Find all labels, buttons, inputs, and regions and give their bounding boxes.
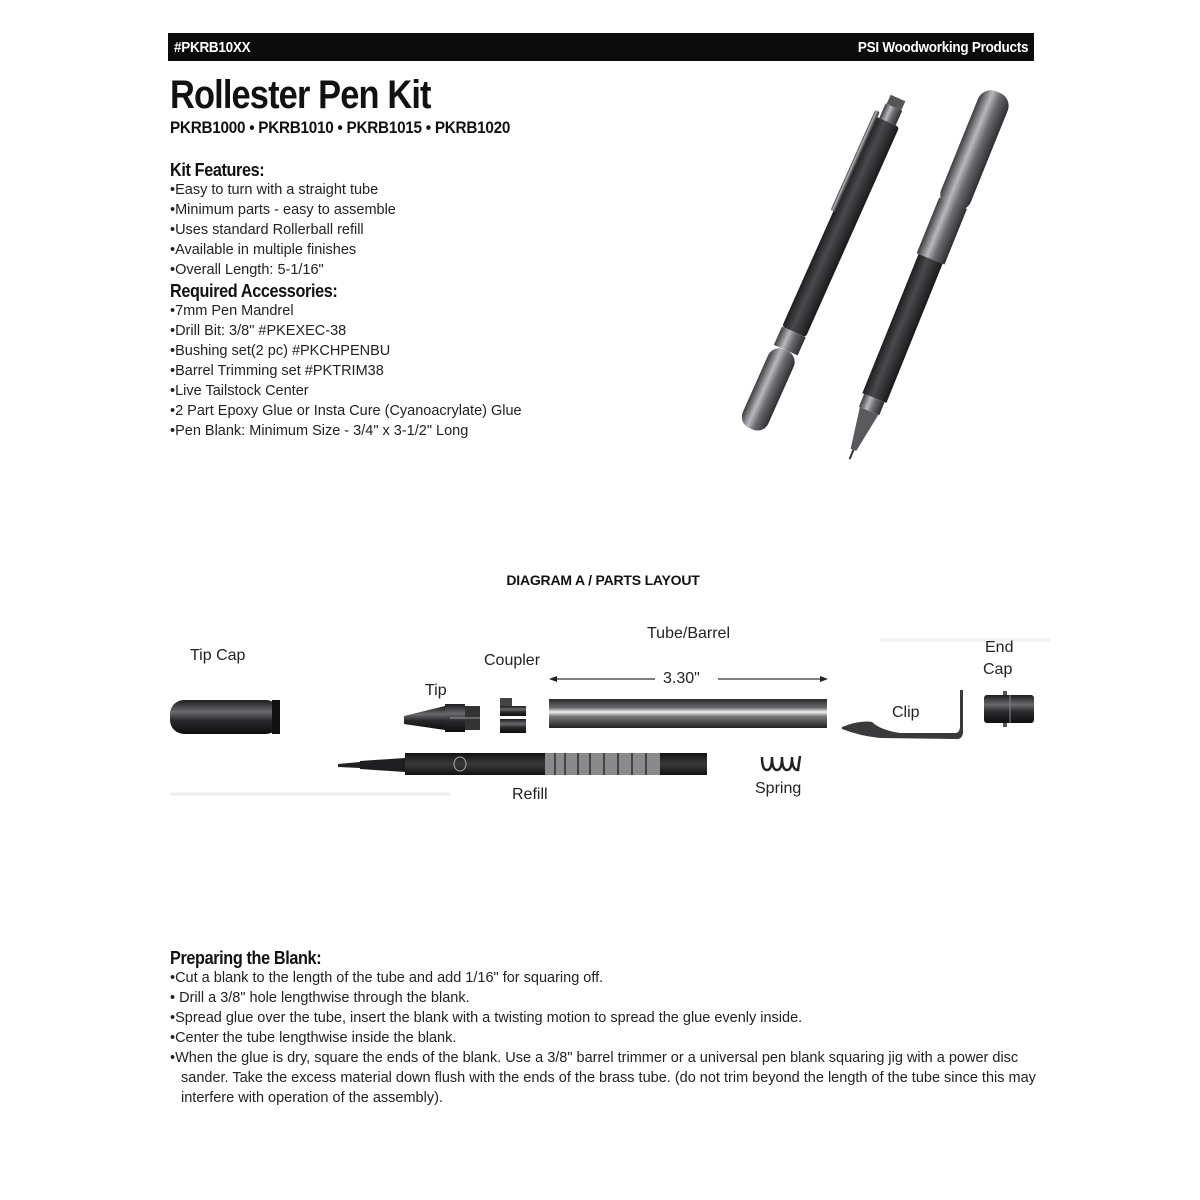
preparing-blank-list <box>170 968 1040 1108</box>
list-item: • Easy to turn with a straight tube <box>170 180 396 200</box>
brand-name: PSI Woodworking Products <box>857 38 1028 56</box>
label-spring: Spring <box>755 780 802 797</box>
required-accessories-list <box>170 301 522 441</box>
spring-part <box>762 756 800 770</box>
diagram-title: DIAGRAM A / PARTS LAYOUT <box>506 572 700 588</box>
label-tube-barrel: Tube/Barrel <box>647 625 730 642</box>
list-item: • Barrel Trimming set #PKTRIM38 <box>170 361 522 381</box>
list-item: • Minimum parts - easy to assemble <box>170 200 396 220</box>
list-item: • Pen Blank: Minimum Size - 3/4" x 3-1/2" Long <box>170 421 522 441</box>
label-clip: Clip <box>892 704 920 721</box>
kit-features-heading: Kit Features: <box>170 160 265 180</box>
sku-family: #PKRB10XX <box>174 38 251 56</box>
list-item: • Center the tube lengthwise inside the blank. <box>170 1028 1040 1048</box>
label-coupler: Coupler <box>484 652 541 669</box>
list-item: • Spread glue over the tube, insert the blank with a twisting motion to spread the glue evenly inside. <box>170 1008 1040 1028</box>
list-item: • Drill Bit: 3/8" #PKEXEC-38 <box>170 321 522 341</box>
preparing-blank-section <box>170 948 1040 1108</box>
header-bar <box>168 33 1034 61</box>
label-tip: Tip <box>425 682 447 699</box>
required-accessories-heading: Required Accessories: <box>170 281 338 301</box>
list-item: • Drill a 3/8" hole lengthwise through the blank. <box>170 988 1040 1008</box>
list-item: • Live Tailstock Center <box>170 381 522 401</box>
tip-cap-part <box>170 700 280 734</box>
list-item: • Overall Length: 5-1/16" <box>170 260 396 280</box>
pen-product-photo <box>690 90 1050 490</box>
model-numbers: PKRB1000 • PKRB1010 • PKRB1015 • PKRB1020 <box>170 118 511 137</box>
list-item: • 7mm Pen Mandrel <box>170 301 522 321</box>
required-accessories-section <box>170 281 522 441</box>
label-tip-cap: Tip Cap <box>190 647 246 664</box>
list-item: • Cut a blank to the length of the tube and add 1/16" for squaring off. <box>170 968 1040 988</box>
refill-part <box>338 753 707 775</box>
preparing-blank-heading: Preparing the Blank: <box>170 948 322 968</box>
coupler-part <box>500 698 526 733</box>
tube-barrel-part <box>549 699 827 728</box>
kit-features-section <box>170 160 396 280</box>
list-item: • Uses standard Rollerball refill <box>170 220 396 240</box>
list-item: • 2 Part Epoxy Glue or Insta Cure (Cyanoacrylate) Glue <box>170 401 522 421</box>
label-tube-length: 3.30" <box>663 670 700 687</box>
list-item: • Bushing set(2 pc) #PKCHPENBU <box>170 341 522 361</box>
end-cap-part <box>984 691 1034 727</box>
list-item: • When the glue is dry, square the ends of the blank. Use a 3/8" barrel trimmer or a universal pen blank squaring jig with a power disc sander. Take the excess material down flush with the ends of the brass tube. (do not trim beyond the length of the tube since this may interfere with operation of the assembly). <box>170 1048 1040 1108</box>
kit-features-list <box>170 180 396 280</box>
label-end-cap-line1: End <box>985 639 1014 656</box>
label-refill: Refill <box>512 786 548 803</box>
tip-part <box>404 704 480 732</box>
list-item: • Available in multiple finishes <box>170 240 396 260</box>
label-end-cap-line2: Cap <box>983 661 1013 678</box>
product-title: Rollester Pen Kit <box>170 73 431 117</box>
